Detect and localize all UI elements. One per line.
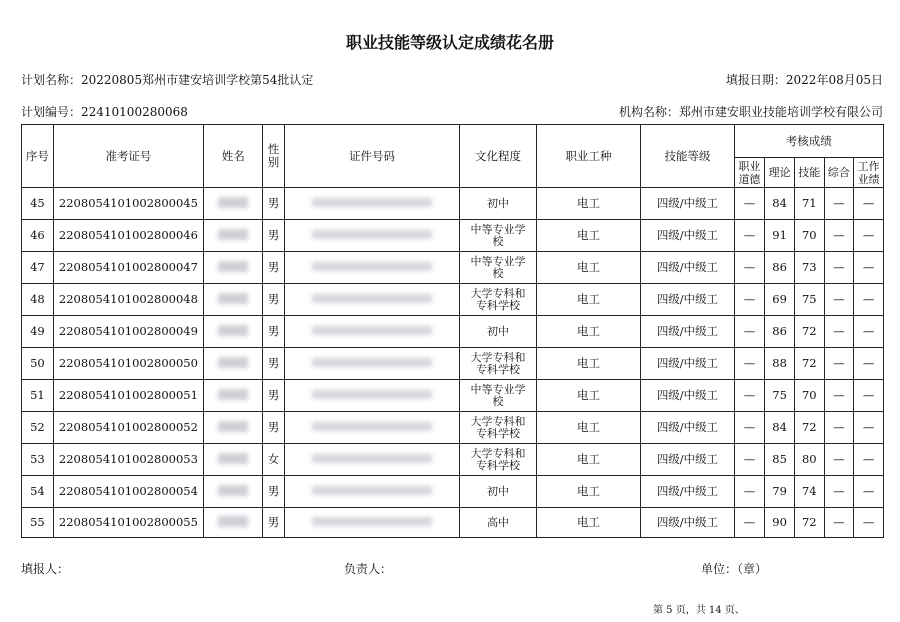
cell-gender: 男 bbox=[263, 380, 284, 412]
cell-overall: — bbox=[824, 316, 854, 348]
redacted-id-number bbox=[312, 198, 432, 207]
table-row bbox=[22, 348, 884, 380]
education-line: 高中 bbox=[486, 515, 509, 529]
education-line: 中等专业学 bbox=[470, 222, 526, 236]
cell-education bbox=[460, 252, 536, 284]
cell-gender: 男 bbox=[263, 348, 284, 380]
cell-work: — bbox=[854, 284, 884, 316]
cell-ethics: — bbox=[734, 284, 765, 316]
cell-ethics: — bbox=[734, 412, 765, 444]
cell-overall: — bbox=[824, 380, 854, 412]
redacted-id-number bbox=[312, 326, 432, 335]
cell-education bbox=[460, 316, 536, 348]
header-skill: 技能 bbox=[794, 158, 824, 188]
redacted-id-number bbox=[312, 390, 432, 399]
cell-overall: — bbox=[824, 412, 854, 444]
score-roster-table bbox=[21, 124, 884, 538]
education-line: 大学专科和 bbox=[470, 350, 526, 364]
cell-overall: — bbox=[824, 252, 854, 284]
cell-theory: 85 bbox=[765, 444, 795, 476]
cell-overall: — bbox=[824, 444, 854, 476]
cell-exam-no: 2208054101002800049 bbox=[53, 316, 203, 348]
table-row bbox=[22, 220, 884, 252]
table-row bbox=[22, 188, 884, 220]
cell-ethics: — bbox=[734, 348, 765, 380]
cell-name-redacted bbox=[204, 348, 263, 380]
page-number: 第 5 页，共 14 页、 bbox=[653, 605, 745, 616]
cell-theory: 84 bbox=[765, 412, 795, 444]
cell-seq: 53 bbox=[22, 444, 54, 476]
cell-name-redacted bbox=[204, 284, 263, 316]
redacted-name bbox=[218, 485, 248, 496]
organization-name: 机构名称：郑州市建安职业技能培训学校有限公司 bbox=[618, 105, 883, 119]
education-line: 初中 bbox=[486, 324, 509, 338]
cell-level: 四级/中级工 bbox=[641, 188, 734, 220]
cell-theory: 84 bbox=[765, 188, 795, 220]
redacted-id-number bbox=[312, 517, 432, 526]
cell-theory: 91 bbox=[765, 220, 795, 252]
cell-education bbox=[460, 284, 536, 316]
cell-level: 四级/中级工 bbox=[641, 220, 734, 252]
cell-work: — bbox=[854, 476, 884, 508]
header-exam-no: 准考证号 bbox=[53, 125, 203, 188]
cell-seq: 47 bbox=[22, 252, 54, 284]
cell-id-redacted bbox=[284, 252, 460, 284]
table-row bbox=[22, 508, 884, 538]
cell-gender: 男 bbox=[263, 508, 284, 538]
cell-job: 电工 bbox=[536, 284, 641, 316]
redacted-name bbox=[218, 453, 248, 464]
cell-exam-no: 2208054101002800054 bbox=[53, 476, 203, 508]
education-line: 大学专科和 bbox=[470, 414, 526, 428]
education-line: 初中 bbox=[486, 196, 509, 210]
redacted-id-number bbox=[312, 294, 432, 303]
education-line: 专科学校 bbox=[475, 298, 520, 312]
cell-job: 电工 bbox=[536, 380, 641, 412]
cell-skill: 74 bbox=[794, 476, 824, 508]
cell-name-redacted bbox=[204, 316, 263, 348]
table-row bbox=[22, 284, 884, 316]
education-line: 专科学校 bbox=[475, 362, 520, 376]
cell-education bbox=[460, 476, 536, 508]
cell-exam-no: 2208054101002800046 bbox=[53, 220, 203, 252]
report-date: 填报日期：2022年08月05日 bbox=[725, 73, 883, 87]
cell-theory: 90 bbox=[765, 508, 795, 538]
cell-level: 四级/中级工 bbox=[641, 476, 734, 508]
cell-theory: 88 bbox=[765, 348, 795, 380]
cell-work: — bbox=[854, 252, 884, 284]
cell-work: — bbox=[854, 380, 884, 412]
cell-overall: — bbox=[824, 188, 854, 220]
cell-education bbox=[460, 220, 536, 252]
cell-work: — bbox=[854, 508, 884, 538]
cell-skill: 75 bbox=[794, 284, 824, 316]
cell-exam-no: 2208054101002800047 bbox=[53, 252, 203, 284]
cell-id-redacted bbox=[284, 220, 460, 252]
unit-seal-label: 单位：（章） bbox=[701, 562, 768, 576]
cell-level: 四级/中级工 bbox=[641, 380, 734, 412]
redacted-id-number bbox=[312, 358, 432, 367]
cell-id-redacted bbox=[284, 380, 460, 412]
education-line: 中等专业学 bbox=[470, 382, 526, 396]
cell-education bbox=[460, 188, 536, 220]
cell-theory: 69 bbox=[765, 284, 795, 316]
cell-gender: 女 bbox=[263, 444, 284, 476]
cell-skill: 72 bbox=[794, 412, 824, 444]
cell-name-redacted bbox=[204, 380, 263, 412]
redacted-name bbox=[218, 516, 248, 527]
education-line: 校 bbox=[492, 394, 504, 408]
cell-education bbox=[460, 508, 536, 538]
filler-label: 填报人： bbox=[21, 562, 70, 576]
redacted-name bbox=[218, 197, 248, 208]
document-title: 职业技能等级认定成绩花名册 bbox=[345, 33, 554, 52]
cell-name-redacted bbox=[204, 252, 263, 284]
cell-job: 电工 bbox=[536, 252, 641, 284]
cell-seq: 48 bbox=[22, 284, 54, 316]
table-row bbox=[22, 444, 884, 476]
redacted-id-number bbox=[312, 454, 432, 463]
header-level: 技能等级 bbox=[641, 125, 734, 188]
cell-ethics: — bbox=[734, 476, 765, 508]
redacted-name bbox=[218, 421, 248, 432]
redacted-name bbox=[218, 325, 248, 336]
header-work: 工作业绩 bbox=[854, 158, 884, 188]
cell-overall: — bbox=[824, 476, 854, 508]
cell-exam-no: 2208054101002800050 bbox=[53, 348, 203, 380]
header-job: 职业工种 bbox=[536, 125, 641, 188]
cell-ethics: — bbox=[734, 188, 765, 220]
plan-name: 计划名称：20220805郑州市建安培训学校第54批认定 bbox=[21, 73, 314, 87]
cell-skill: 73 bbox=[794, 252, 824, 284]
cell-job: 电工 bbox=[536, 444, 641, 476]
education-line: 大学专科和 bbox=[470, 446, 526, 460]
cell-job: 电工 bbox=[536, 316, 641, 348]
cell-job: 电工 bbox=[536, 476, 641, 508]
cell-seq: 51 bbox=[22, 380, 54, 412]
cell-id-redacted bbox=[284, 284, 460, 316]
cell-level: 四级/中级工 bbox=[641, 412, 734, 444]
cell-seq: 52 bbox=[22, 412, 54, 444]
redacted-id-number bbox=[312, 230, 432, 239]
cell-level: 四级/中级工 bbox=[641, 508, 734, 538]
cell-education bbox=[460, 444, 536, 476]
redacted-name bbox=[218, 261, 248, 272]
education-line: 大学专科和 bbox=[470, 286, 526, 300]
education-line: 校 bbox=[492, 234, 504, 248]
cell-education bbox=[460, 412, 536, 444]
cell-ethics: — bbox=[734, 316, 765, 348]
cell-id-redacted bbox=[284, 348, 460, 380]
cell-job: 电工 bbox=[536, 220, 641, 252]
cell-seq: 46 bbox=[22, 220, 54, 252]
education-line: 专科学校 bbox=[475, 458, 520, 472]
cell-ethics: — bbox=[734, 508, 765, 538]
cell-seq: 49 bbox=[22, 316, 54, 348]
redacted-id-number bbox=[312, 486, 432, 495]
cell-overall: — bbox=[824, 284, 854, 316]
cell-overall: — bbox=[824, 348, 854, 380]
cell-level: 四级/中级工 bbox=[641, 348, 734, 380]
cell-theory: 79 bbox=[765, 476, 795, 508]
cell-gender: 男 bbox=[263, 412, 284, 444]
header-gender: 性别 bbox=[263, 125, 284, 188]
cell-work: — bbox=[854, 412, 884, 444]
education-line: 中等专业学 bbox=[470, 254, 526, 268]
cell-id-redacted bbox=[284, 476, 460, 508]
cell-id-redacted bbox=[284, 444, 460, 476]
cell-work: — bbox=[854, 220, 884, 252]
redacted-name bbox=[218, 357, 248, 368]
cell-skill: 70 bbox=[794, 380, 824, 412]
responsible-label: 负责人： bbox=[344, 562, 393, 576]
redacted-id-number bbox=[312, 262, 432, 271]
cell-ethics: — bbox=[734, 380, 765, 412]
table-row bbox=[22, 252, 884, 284]
cell-exam-no: 2208054101002800051 bbox=[53, 380, 203, 412]
header-overall: 综合 bbox=[824, 158, 854, 188]
header-education: 文化程度 bbox=[460, 125, 536, 188]
cell-name-redacted bbox=[204, 188, 263, 220]
cell-seq: 50 bbox=[22, 348, 54, 380]
table-row bbox=[22, 380, 884, 412]
cell-skill: 72 bbox=[794, 348, 824, 380]
header-row bbox=[22, 125, 884, 158]
header-score-group: 考核成绩 bbox=[734, 125, 883, 158]
cell-id-redacted bbox=[284, 412, 460, 444]
cell-skill: 70 bbox=[794, 220, 824, 252]
cell-theory: 75 bbox=[765, 380, 795, 412]
cell-ethics: — bbox=[734, 444, 765, 476]
cell-exam-no: 2208054101002800045 bbox=[53, 188, 203, 220]
cell-id-redacted bbox=[284, 188, 460, 220]
cell-exam-no: 2208054101002800052 bbox=[53, 412, 203, 444]
cell-seq: 54 bbox=[22, 476, 54, 508]
cell-name-redacted bbox=[204, 444, 263, 476]
redacted-name bbox=[218, 229, 248, 240]
cell-skill: 72 bbox=[794, 316, 824, 348]
cell-theory: 86 bbox=[765, 316, 795, 348]
cell-gender: 男 bbox=[263, 220, 284, 252]
cell-work: — bbox=[854, 348, 884, 380]
cell-ethics: — bbox=[734, 220, 765, 252]
cell-overall: — bbox=[824, 220, 854, 252]
header-name: 姓名 bbox=[204, 125, 263, 188]
cell-gender: 男 bbox=[263, 476, 284, 508]
education-line: 初中 bbox=[486, 484, 509, 498]
cell-seq: 45 bbox=[22, 188, 54, 220]
cell-gender: 男 bbox=[263, 284, 284, 316]
table-row bbox=[22, 476, 884, 508]
cell-level: 四级/中级工 bbox=[641, 284, 734, 316]
plan-number: 计划编号：22410100280068 bbox=[21, 105, 188, 119]
table-row bbox=[22, 412, 884, 444]
cell-job: 电工 bbox=[536, 188, 641, 220]
cell-exam-no: 2208054101002800053 bbox=[53, 444, 203, 476]
cell-job: 电工 bbox=[536, 348, 641, 380]
cell-work: — bbox=[854, 316, 884, 348]
cell-name-redacted bbox=[204, 508, 263, 538]
cell-skill: 71 bbox=[794, 188, 824, 220]
cell-exam-no: 2208054101002800055 bbox=[53, 508, 203, 538]
cell-theory: 86 bbox=[765, 252, 795, 284]
cell-seq: 55 bbox=[22, 508, 54, 538]
cell-name-redacted bbox=[204, 220, 263, 252]
redacted-name bbox=[218, 389, 248, 400]
table-row bbox=[22, 316, 884, 348]
cell-ethics: — bbox=[734, 252, 765, 284]
redacted-id-number bbox=[312, 422, 432, 431]
cell-gender: 男 bbox=[263, 316, 284, 348]
cell-gender: 男 bbox=[263, 188, 284, 220]
cell-level: 四级/中级工 bbox=[641, 316, 734, 348]
cell-job: 电工 bbox=[536, 508, 641, 538]
cell-level: 四级/中级工 bbox=[641, 444, 734, 476]
cell-exam-no: 2208054101002800048 bbox=[53, 284, 203, 316]
cell-skill: 80 bbox=[794, 444, 824, 476]
redacted-name bbox=[218, 293, 248, 304]
cell-id-redacted bbox=[284, 508, 460, 538]
cell-gender: 男 bbox=[263, 252, 284, 284]
cell-skill: 72 bbox=[794, 508, 824, 538]
header-theory: 理论 bbox=[765, 158, 795, 188]
cell-work: — bbox=[854, 444, 884, 476]
header-id-no: 证件号码 bbox=[284, 125, 460, 188]
cell-overall: — bbox=[824, 508, 854, 538]
cell-id-redacted bbox=[284, 316, 460, 348]
header-ethics: 职业道德 bbox=[734, 158, 765, 188]
cell-job: 电工 bbox=[536, 412, 641, 444]
cell-level: 四级/中级工 bbox=[641, 252, 734, 284]
education-line: 专科学校 bbox=[475, 426, 520, 440]
cell-work: — bbox=[854, 188, 884, 220]
cell-name-redacted bbox=[204, 476, 263, 508]
cell-education bbox=[460, 348, 536, 380]
cell-name-redacted bbox=[204, 412, 263, 444]
header-seq: 序号 bbox=[22, 125, 54, 188]
cell-education bbox=[460, 380, 536, 412]
education-line: 校 bbox=[492, 266, 504, 280]
